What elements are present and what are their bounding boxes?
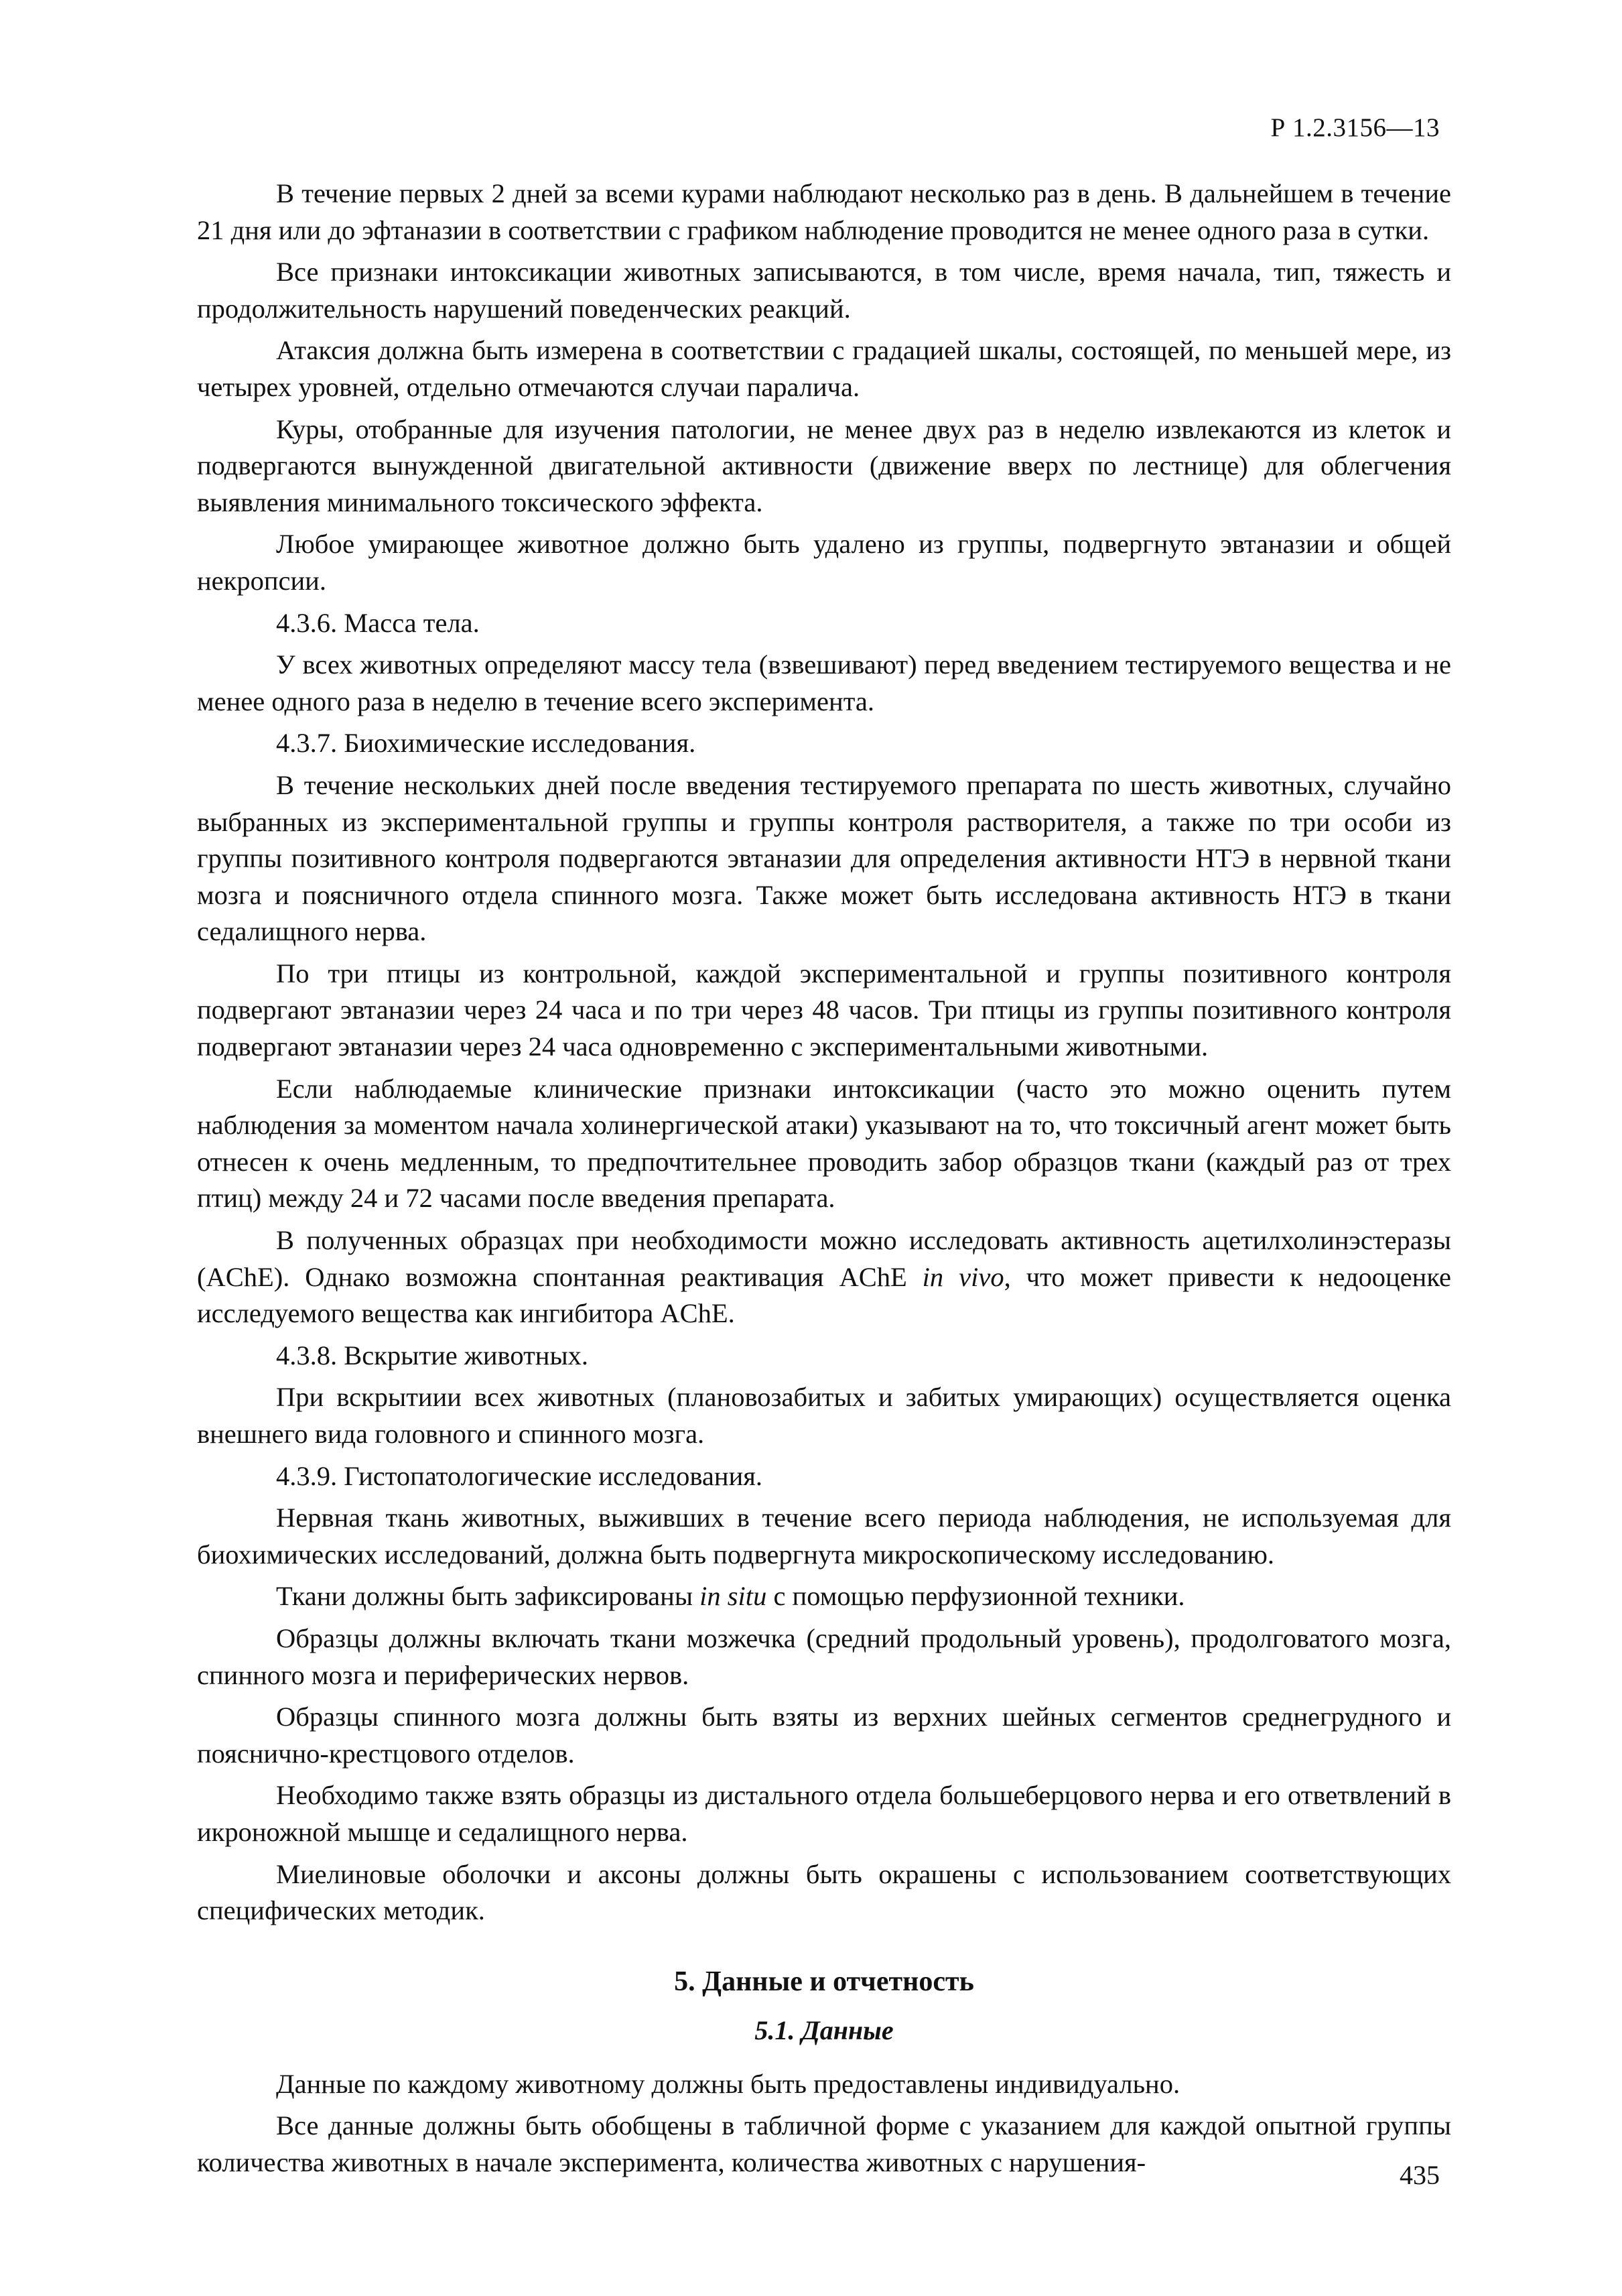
paragraph: В полученных образцах при необходимости можно исследовать активность ацетилхолинэстеразы (AChE). Однако возможна спонтанная реактивация AChE in vivo, что может привести к недооценке исследуемого вещества как ингибитора AChE. — [197, 1225, 1451, 1329]
paragraph: Куры, отобранные для изучения патологии, не менее двух раз в неделю извлекаются из клеток и подвергаются вынужденной двигательной активности (движение вверх по лестнице) для облегчения выявления минимального токсического эффекта. — [197, 413, 1451, 517]
paragraph: В течение первых 2 дней за всеми курами наблюдают несколько раз в день. В дальнейшем в течение 21 дня или до эфтаназии в соответствии с графиком наблюдение проводится не менее одного раза в сутки. — [197, 178, 1451, 245]
paragraph: Ткани должны быть зафиксированы in situ с помощью перфузионной техники. — [276, 1581, 1185, 1612]
body-text — [197, 176, 1451, 2181]
paragraph: Необходимо также взять образцы из дистального отдела большеберцового нерва и его ответвлений в икроножной мышце и седалищного нерва. — [197, 1780, 1451, 1847]
paragraph: Нервная ткань животных, выживших в течение всего периода наблюдения, не используемая для биохимических исследований, должна быть подвергнута микроскопическому исследованию. — [197, 1503, 1451, 1570]
subsection-title: 5.1. Данные — [754, 2015, 894, 2045]
paragraph: При вскрытиии всех животных (плановозабитых и забитых умирающих) осуществляется оценка внешнего вида головного и спинного мозга. — [197, 1382, 1451, 1449]
paragraph: Миелиновые оболочки и аксоны должны быть окрашены с использованием соответствующих специфических методик. — [197, 1858, 1451, 1926]
subheading-body-weight: 4.3.6. Масса тела. — [276, 607, 480, 638]
paragraph: Образцы спинного мозга должны быть взяты из верхних шейных сегментов среднегрудного и пояснично-крестцового отделов. — [197, 1702, 1451, 1769]
subheading-biochemical: 4.3.7. Биохимические исследования. — [276, 728, 696, 759]
paragraph: Атаксия должна быть измерена в соответствии с градацией шкалы, состоящей, по меньшей мере, из четырех уровней, отдельно отмечаются случаи паралича. — [197, 335, 1451, 402]
paragraph: Все признаки интоксикации животных записываются, в том числе, время начала, тип, тяжесть и продолжительность нарушений поведенческих реакций. — [197, 257, 1451, 324]
paragraph: По три птицы из контрольной, каждой экспериментальной и группы позитивного контроля подвергают эвтаназии через 24 часа и по три через 48 часов. Три птицы из группы позитивного контроля подвергают эвтаназии через 24 часа одновременно с экспериментальными животными. — [197, 958, 1451, 1062]
document-code: Р 1.2.3156—13 — [1270, 113, 1440, 142]
paragraph: Образцы должны включать ткани мозжечка (средний продольный уровень), продолговатого мозга, спинного мозга и периферических нервов. — [197, 1622, 1451, 1690]
paragraph: Все данные должны быть обобщены в табличной форме с указанием для каждой опытной группы количества животных в начале эксперимента, количества животных с нарушения- — [197, 2110, 1451, 2177]
paragraph: Если наблюдаемые клинические признаки интоксикации (часто это можно оценить путем наблюдения за моментом начала холинергической атаки) указывают на то, что токсичный агент может быть отнесен к очень медленным, то предпочтительнее проводить забор образцов ткани (каждый раз от трех птиц) между 24 и 72 часами после введения препарата. — [197, 1073, 1451, 1214]
paragraph: Любое умирающее животное должно быть удалено из группы, подвергнуто эвтаназии и общей некропсии. — [197, 529, 1451, 596]
section-title: 5. Данные и отчетность — [674, 1966, 974, 1997]
paragraph: Данные по каждому животному должны быть предоставлены индивидуально. — [276, 2068, 1180, 2099]
paragraph: В течение нескольких дней после введения тестируемого препарата по шесть животных, случайно выбранных из экспериментальной группы и группы контроля растворителя, а также по три особи из группы позитивного контроля подвергаются эвтаназии для определения активности НТЭ в нервной ткани мозга и поясничного отдела спинного мозга. Также может быть исследована активность НТЭ в ткани седалищного нерва. — [197, 769, 1451, 947]
subheading-autopsy: 4.3.8. Вскрытие животных. — [276, 1340, 589, 1370]
subheading-histopathology: 4.3.9. Гистопатологические исследования. — [276, 1460, 762, 1491]
paragraph: У всех животных определяют массу тела (взвешивают) перед введением тестируемого вещества и не менее одного раза в неделю в течение всего эксперимента. — [197, 649, 1451, 716]
page-number: 435 — [1400, 2160, 1440, 2190]
